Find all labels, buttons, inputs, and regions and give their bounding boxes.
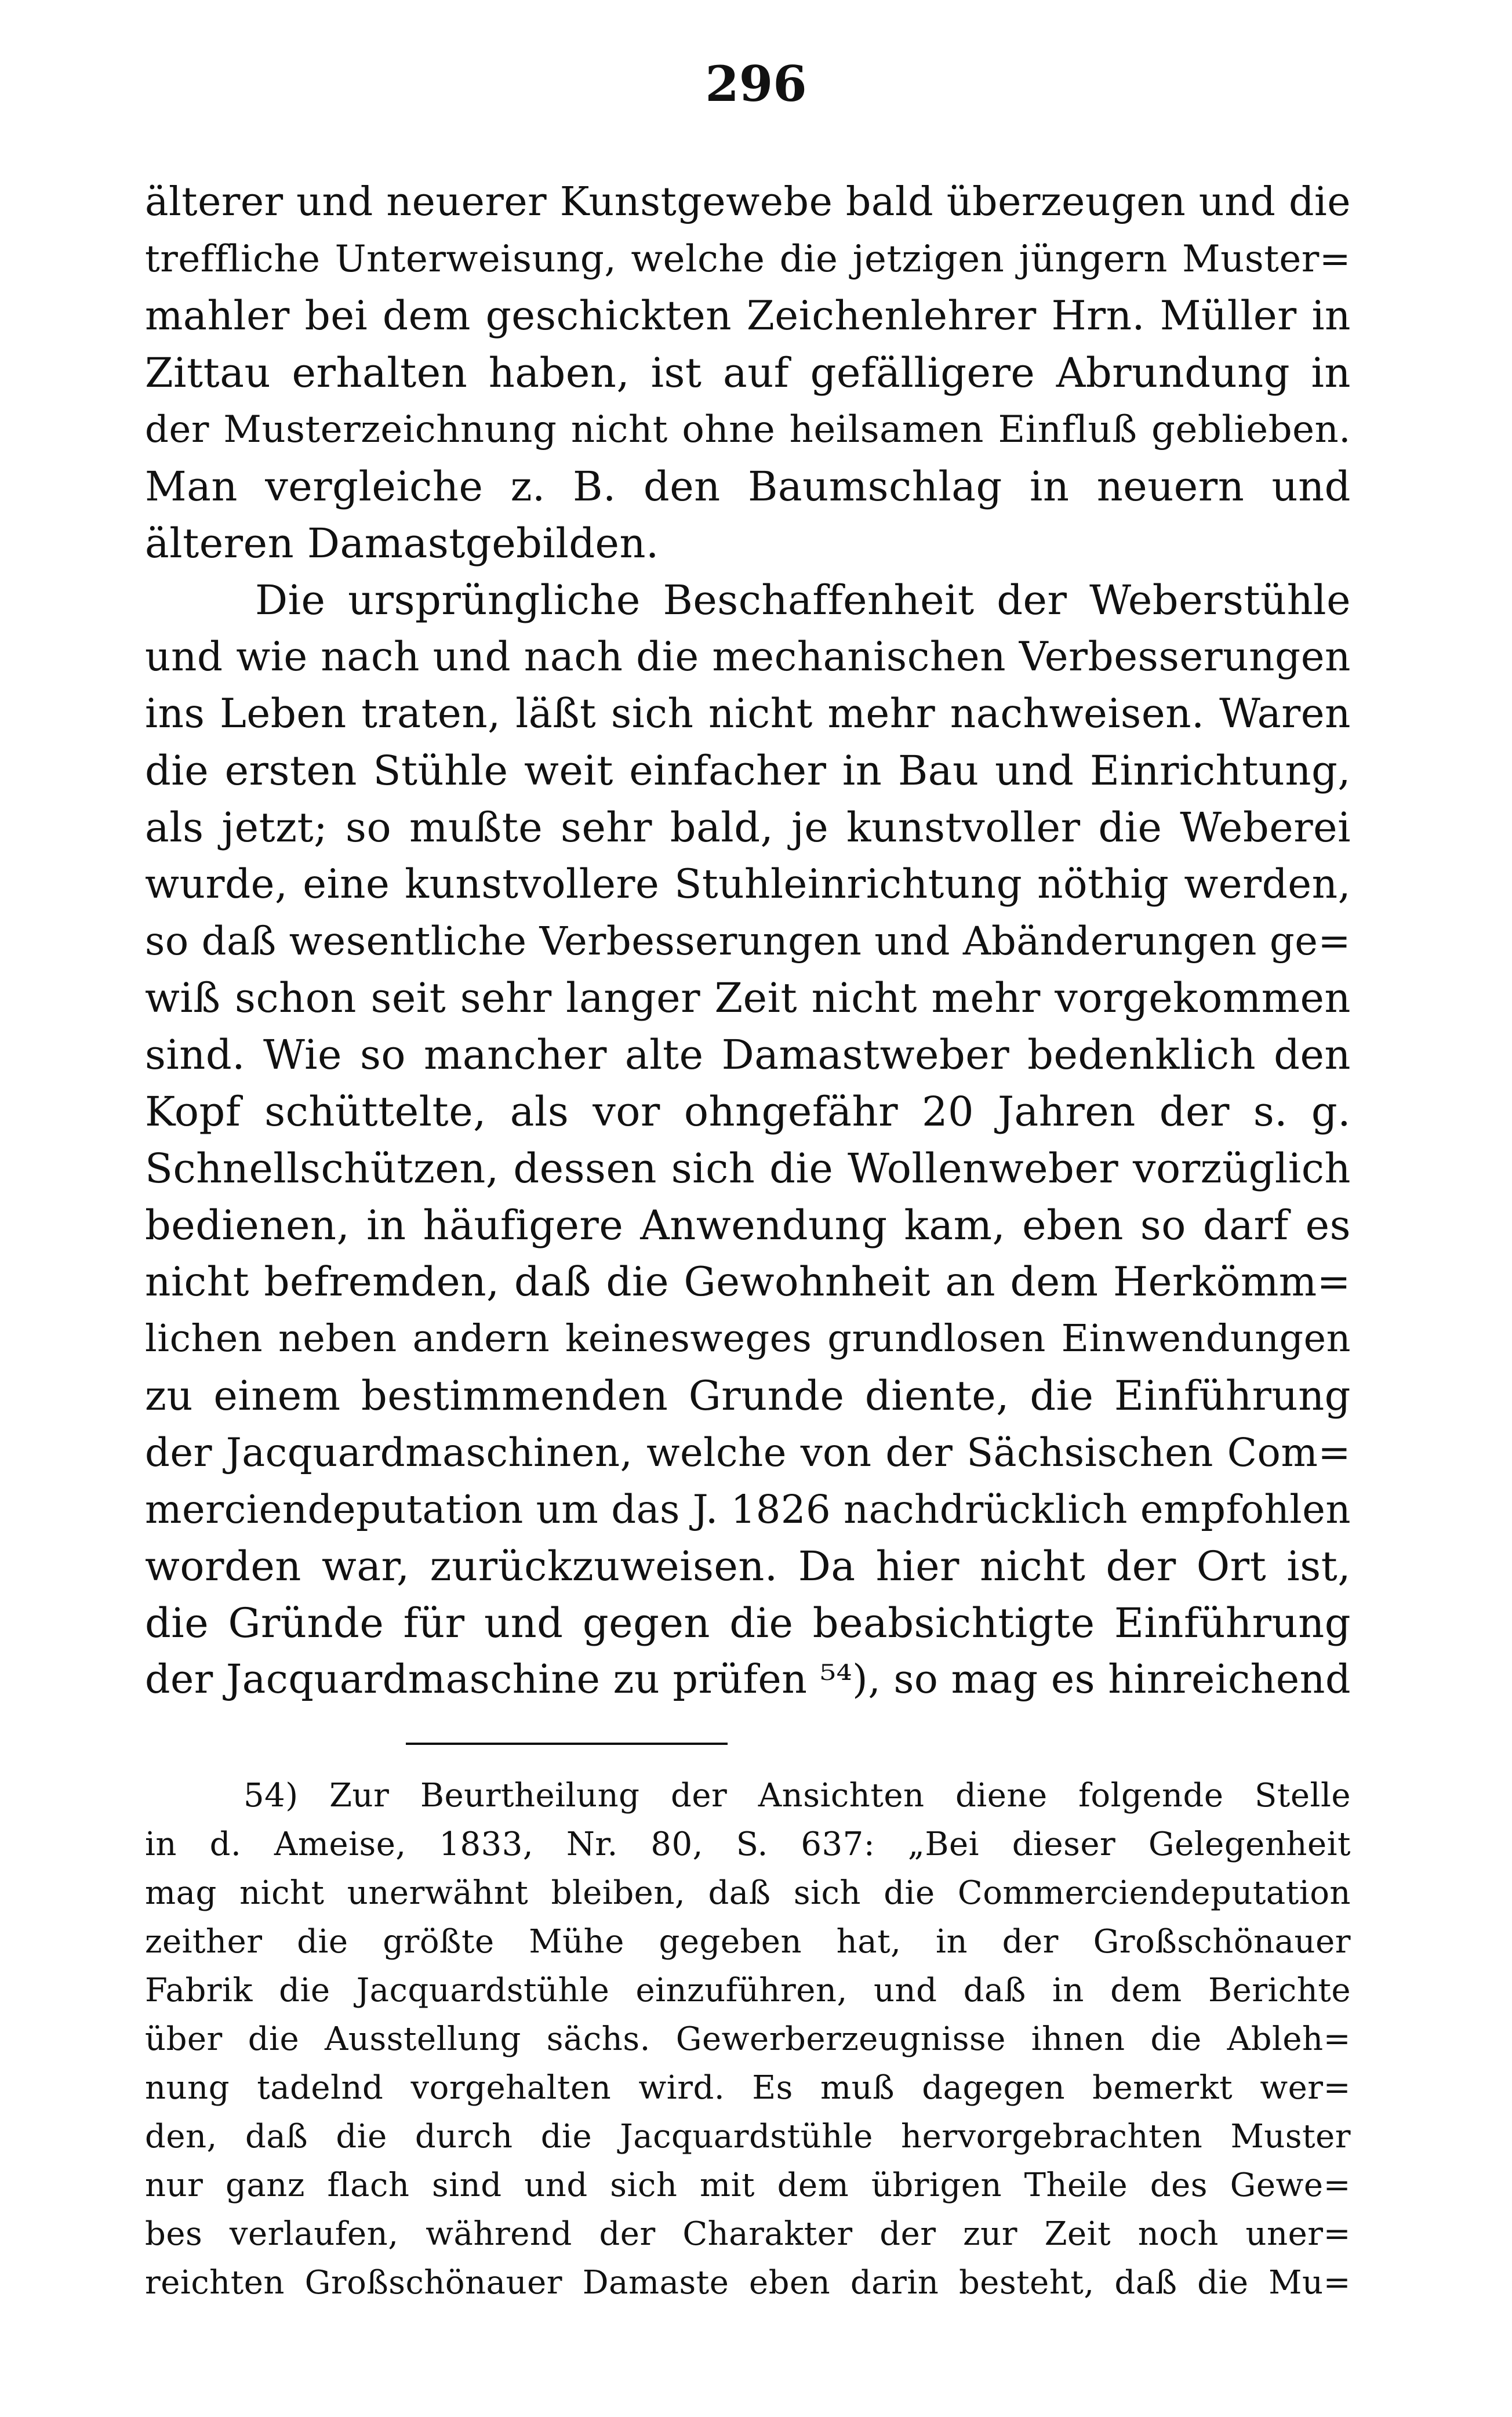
footnote-line: mag nicht unerwähnt bleiben, daß sich die Commerciendeputation	[145, 1874, 1351, 1912]
text-line: älteren Damastgebilden.	[145, 520, 659, 567]
text-line: worden war, zurückzuweisen. Da hier nicht der Ort ist,	[145, 1543, 1351, 1590]
text-line: der Jacquardmaschinen, welche von der Sächsischen Com=	[145, 1430, 1351, 1475]
text-line: nicht befremden, daß die Gewohnheit an dem Herkömm=	[145, 1259, 1351, 1305]
text-line: und wie nach und nach die mechanischen Verbesserungen	[145, 634, 1351, 680]
text-line: treffliche Unterweisung, welche die jetzigen jüngern Muster=	[145, 238, 1351, 281]
text-line: lichen neben andern keinesweges grundlosen Einwendungen	[145, 1317, 1351, 1360]
footnote-line: 54) Zur Beurtheilung der Ansichten diene folgende Stelle	[243, 1777, 1351, 1814]
text-line: Zittau erhalten haben, ist auf gefälligere Abrundung in	[145, 349, 1351, 397]
footnote-line: zeither die größte Mühe gegeben hat, in der Großschönauer	[145, 1923, 1351, 1961]
footnote-line: bes verlaufen, während der Charakter der zur Zeit noch uner=	[145, 2215, 1351, 2253]
text-line: Kopf schüttelte, als vor ohngefähr 20 Jahren der s. g.	[145, 1088, 1351, 1135]
footnote-block	[145, 1772, 1351, 2307]
footnote-divider	[406, 1743, 728, 1745]
text-line: als jetzt; so mußte sehr bald, je kunstvoller die Weberei	[145, 804, 1351, 851]
footnote-line: nung tadelnd vorgehalten wird. Es muß dagegen bemerkt wer=	[145, 2069, 1351, 2107]
footnote-line: nur ganz flach sind und sich mit dem übrigen Theile des Gewe=	[145, 2166, 1351, 2204]
text-line: ins Leben traten, läßt sich nicht mehr nachweisen. Waren	[145, 691, 1351, 737]
text-line: Man vergleiche z. B. den Baumschlag in neuern und	[145, 463, 1351, 510]
text-line: die Gründe für und gegen die beabsichtigte Einführung	[145, 1599, 1351, 1647]
page-number: 296	[705, 55, 807, 112]
text-line: zu einem bestimmenden Grunde diente, die Einführung	[145, 1372, 1351, 1420]
footnote-line: über die Ausstellung sächs. Gewerberzeugnisse ihnen die Ableh=	[145, 2020, 1351, 2058]
text-line: der Musterzeichnung nicht ohne heilsamen Einfluß geblieben.	[145, 408, 1351, 451]
footnote-line: reichten Großschönauer Damaste eben darin besteht, daß die Mu=	[145, 2264, 1351, 2302]
footnote-line: den, daß die durch die Jacquardstühle hervorgebrachten Muster	[145, 2118, 1351, 2155]
text-line: Die ursprüngliche Beschaffenheit der Weberstühle	[255, 576, 1351, 624]
footnote-line: in d. Ameise, 1833, Nr. 80, S. 637: „Bei dieser Gelegenheit	[145, 1826, 1351, 1863]
text-line: Schnellschützen, dessen sich die Wollenweber vorzüglich	[145, 1145, 1351, 1192]
text-line: bedienen, in häufigere Anwendung kam, eben so darf es	[145, 1202, 1351, 1249]
text-line: merciendeputation um das J. 1826 nachdrücklich empfohlen	[145, 1487, 1351, 1532]
text-line: mahler bei dem geschickten Zeichenlehrer Hrn. Müller in	[145, 293, 1351, 339]
text-line: wurde, eine kunstvollere Stuhleinrichtung nöthig werden,	[145, 861, 1351, 908]
text-line: sind. Wie so mancher alte Damastweber bedenklich den	[145, 1031, 1351, 1079]
main-text-block	[145, 174, 1351, 1708]
text-line: der Jacquardmaschine zu prüfen ⁵⁴), so mag es hinreichend	[145, 1657, 1351, 1703]
text-line: älterer und neuerer Kunstgewebe bald überzeugen und die	[145, 179, 1351, 225]
text-line: die ersten Stühle weit einfacher in Bau und Einrichtung,	[145, 747, 1351, 794]
text-line: so daß wesentliche Verbesserungen und Abänderungen ge=	[145, 919, 1351, 964]
text-line: wiß schon seit sehr langer Zeit nicht mehr vorgekommen	[145, 974, 1351, 1022]
footnote-line: Fabrik die Jacquardstühle einzuführen, und daß in dem Berichte	[145, 1972, 1351, 2009]
